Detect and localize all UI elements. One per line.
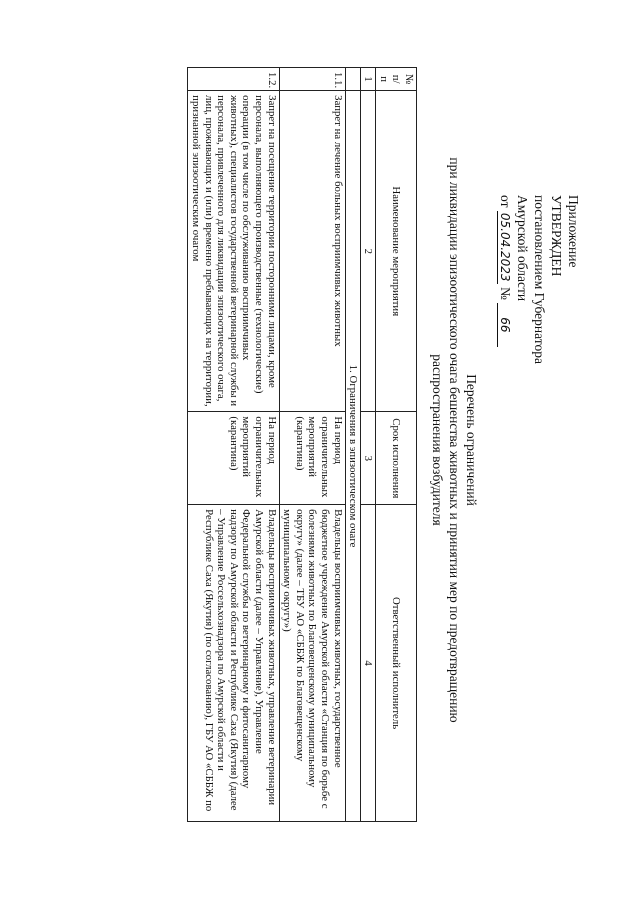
row-number: 1.2. [188, 68, 279, 91]
title-line-2: при ликвидации эпизоотического очага бешенства животных и принятии мер по предотвращению [447, 157, 462, 723]
measures-table [188, 67, 418, 822]
row-number: 1.1. [279, 68, 345, 91]
table-row [279, 68, 345, 822]
table-row [188, 68, 279, 822]
column-number: 1 [361, 68, 376, 91]
document-title [429, 40, 480, 840]
document-page [40, 40, 600, 840]
header-executor: Ответственный исполнитель [376, 505, 417, 822]
approval-approved: УТВЕРЖДЕН [549, 195, 564, 277]
approval-resolution: постановлением Губернатора [532, 195, 547, 364]
column-number: 2 [361, 91, 376, 412]
approval-date-line [496, 195, 514, 364]
column-number: 4 [361, 505, 376, 822]
section-title: 1. Ограничения в эпизоотическом очаге [345, 91, 361, 822]
row-term: На период ограничительных мероприятий (карантина) [279, 412, 345, 505]
section-row [345, 68, 361, 822]
column-number: 3 [361, 412, 376, 505]
header-term: Срок исполнения [376, 412, 417, 505]
table-header-row [376, 68, 417, 822]
row-measure: Запрет на лечение больных восприимчивых животных [279, 91, 345, 412]
title-heading: Перечень ограничений [464, 374, 479, 506]
header-number: № п/п [376, 68, 417, 91]
approval-number-value: 66 [497, 303, 512, 346]
approval-number-label: № [498, 286, 513, 300]
row-executor: Владельцы восприимчивых животных, государственное бюджетное учреждение Амурской области «Станция по борьбе с болезнями животных по Благовещенскому муниципальному округу» (далее – ТБУ АО «СББЖ по Благовещенскому муниципальному округу») [279, 505, 345, 822]
approval-stamp [496, 195, 582, 364]
approval-region: Амурской области [515, 195, 530, 302]
row-term: На период ограничительных мероприятий (карантина) [188, 412, 279, 505]
column-number-row [361, 68, 376, 822]
header-measure: Наименование мероприятия [376, 91, 417, 412]
row-executor: Владельцы восприимчивых животных, управление ветеринарии Амурской области (далее – Управление), Управление Федеральной службы по ветеринарному и фитосанитарному надзору по Амурской области и Республике Саха (Якутия) (далее – Управление Россельхознадзора по Амурской области и Республике Саха (Якутия) (по согласованию), ГБУ АО «СББЖ по [188, 505, 279, 822]
row-measure: Запрет на посещение территории посторонними лицами, кроме персонала, выполняющего производственные (технологические) операции (в том числе по обслуживанию восприимчивых животных), специалистов государственной ветеринарной службы и персонала, привлеченного для ликвидации эпизоотического очага, лиц, проживающих и (или) временно пребывающих на территории, признанной эпизоотическим очагом [188, 91, 279, 412]
title-line-3: распространения возбудителя [430, 354, 445, 526]
approval-date-value: 05.04.2023 [498, 212, 512, 282]
approval-appendix: Приложение [566, 195, 581, 268]
approval-date-prefix: от [498, 195, 513, 208]
